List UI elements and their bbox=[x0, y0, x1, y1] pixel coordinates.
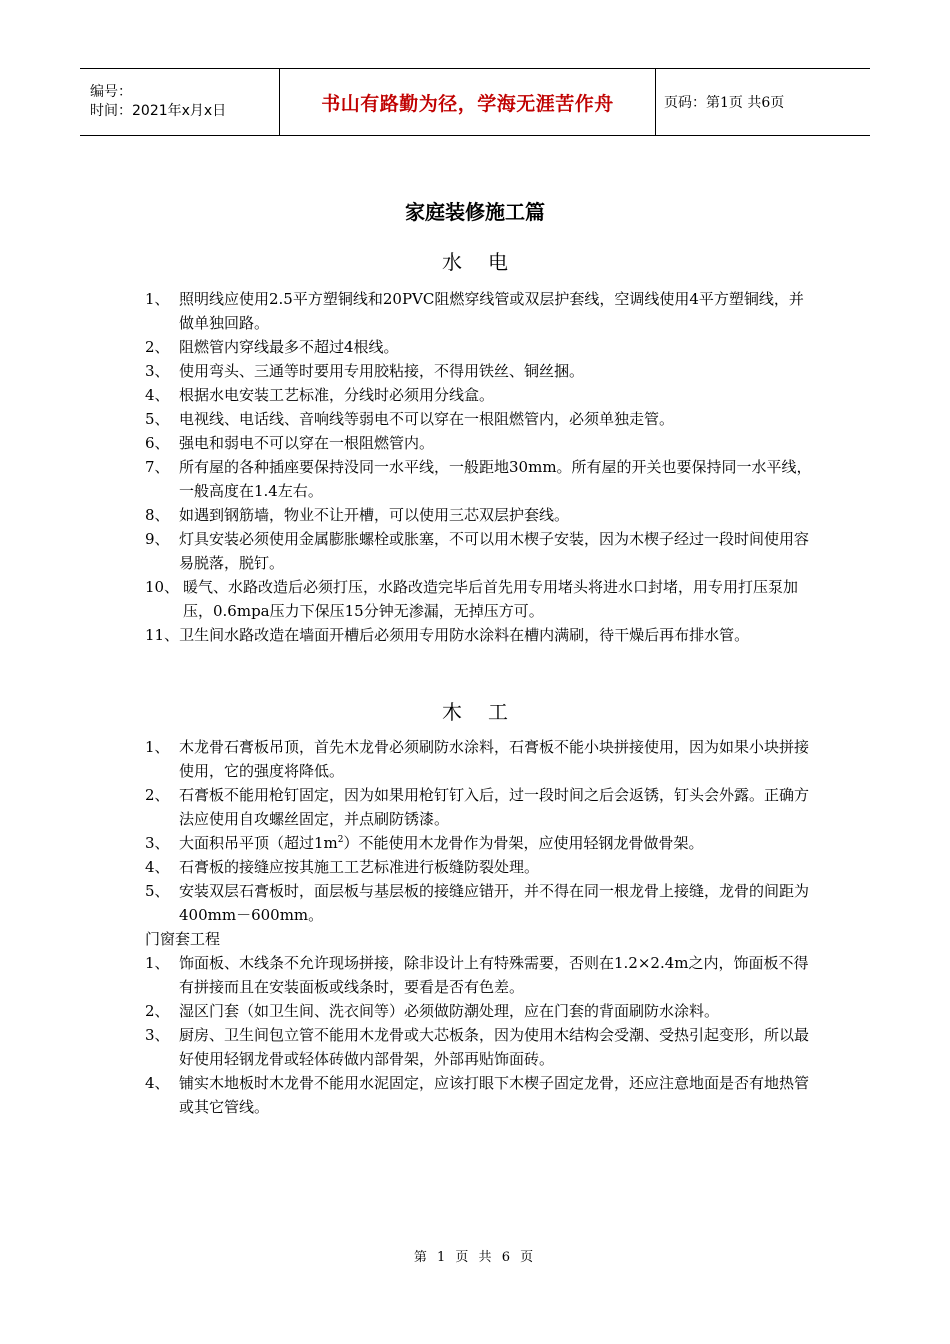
list-item bbox=[145, 855, 813, 879]
list-item bbox=[145, 383, 813, 407]
list-item bbox=[145, 359, 813, 383]
list-item bbox=[145, 287, 813, 335]
item-text: 安装双层石膏板时，面层板与基层板的接缝应错开，并不得在同一根龙骨上接缝，龙骨的间距为400mm－600mm。 bbox=[179, 882, 810, 924]
list-item bbox=[145, 503, 813, 527]
subsection-title-door: 门窗套工程 bbox=[145, 930, 221, 948]
item-text: 阻燃管内穿线最多不超过4根线。 bbox=[179, 338, 399, 356]
item-number: 5、 bbox=[145, 882, 170, 900]
superscript: 2 bbox=[337, 835, 344, 845]
list-item bbox=[145, 527, 813, 575]
list-item bbox=[145, 831, 813, 855]
item-text-before: 大面积吊平顶（超过1m bbox=[179, 834, 338, 852]
item-text: 根据水电安装工艺标准，分线时必须用分线盒。 bbox=[179, 386, 495, 404]
list-item bbox=[145, 335, 813, 359]
section-title-wood: 木工 bbox=[442, 700, 534, 724]
item-number: 9、 bbox=[145, 530, 170, 548]
item-number: 6、 bbox=[145, 434, 170, 452]
item-number: 1、 bbox=[145, 738, 170, 756]
header-meta bbox=[80, 69, 280, 135]
list-item bbox=[145, 407, 813, 431]
item-number: 4、 bbox=[145, 386, 170, 404]
page-header bbox=[80, 68, 870, 136]
list-item bbox=[145, 623, 813, 647]
item-text bbox=[179, 831, 813, 855]
wood-list bbox=[145, 735, 813, 1119]
list-item bbox=[145, 783, 813, 831]
item-text: 如遇到钢筋墙，物业不让开槽，可以使用三芯双层护套线。 bbox=[179, 506, 570, 524]
item-text: 强电和弱电不可以穿在一根阻燃管内。 bbox=[179, 434, 435, 452]
item-number: 11、 bbox=[145, 626, 180, 644]
item-number: 5、 bbox=[145, 410, 170, 428]
item-number: 2、 bbox=[145, 1002, 170, 1020]
item-number: 1、 bbox=[145, 290, 170, 308]
list-item bbox=[145, 1071, 813, 1119]
list-item bbox=[145, 455, 813, 503]
item-text: 石膏板的接缝应按其施工工艺标准进行板缝防裂处理。 bbox=[179, 858, 540, 876]
list-item bbox=[145, 951, 813, 999]
page-footer: 第 1 页 共 6 页 bbox=[413, 1250, 537, 1265]
item-number: 10、 bbox=[145, 578, 180, 596]
item-number: 4、 bbox=[145, 858, 170, 876]
item-number: 7、 bbox=[145, 458, 170, 476]
page-info-text: 页码：第1页 共6页 bbox=[664, 95, 785, 111]
document-title: 家庭装修施工篇 bbox=[405, 200, 545, 224]
item-number: 2、 bbox=[145, 338, 170, 356]
list-item bbox=[145, 735, 813, 783]
item-text: 饰面板、木线条不允许现场拼接，除非设计上有特殊需要，否则在1.2×2.4m之内，饰面板不得有拼接而且在安装面板或线条时，要看是否有色差。 bbox=[179, 954, 809, 996]
item-text: 所有屋的各种插座要保持没同一水平线，一般距地30mm。所有屋的开关也要保持同一水平线，一般高度在1.4左右。 bbox=[179, 458, 812, 500]
item-text: 木龙骨石膏板吊顶，首先木龙骨必须刷防水涂料，石膏板不能小块拼接使用，因为如果小块拼接使用，它的强度将降低。 bbox=[179, 738, 810, 780]
motto-text: 书山有路勤为径，学海无涯苦作舟 bbox=[321, 92, 614, 115]
item-number: 2、 bbox=[145, 786, 170, 804]
header-motto bbox=[280, 69, 656, 135]
item-number: 3、 bbox=[145, 362, 170, 380]
section-title-water: 水电 bbox=[442, 250, 534, 274]
water-list bbox=[145, 287, 813, 647]
list-item bbox=[145, 431, 813, 455]
list-item bbox=[145, 999, 813, 1023]
item-text: 使用弯头、三通等时要用专用胶粘接，不得用铁丝、铜丝捆。 bbox=[179, 362, 585, 380]
item-text: 卫生间水路改造在墙面开槽后必须用专用防水涂料在槽内满刷，待干燥后再布排水管。 bbox=[179, 626, 750, 644]
date-label: 时间：2021年x月x日 bbox=[90, 103, 227, 119]
header-page-info bbox=[656, 69, 870, 135]
item-number: 8、 bbox=[145, 506, 170, 524]
item-number: 3、 bbox=[145, 1026, 170, 1044]
list-item bbox=[145, 575, 813, 623]
code-label: 编号： bbox=[90, 84, 132, 100]
item-text: 厨房、卫生间包立管不能用木龙骨或大芯板条，因为使用木结构会受潮、受热引起变形，所以最好使用轻钢龙骨或轻体砖做内部骨架，外部再贴饰面砖。 bbox=[179, 1026, 810, 1068]
item-text: 湿区门套（如卫生间、洗衣间等）必须做防潮处理，应在门套的背面刷防水涂料。 bbox=[179, 1002, 720, 1020]
item-text: 电视线、电话线、音响线等弱电不可以穿在一根阻燃管内，必须单独走管。 bbox=[179, 410, 675, 428]
item-text: 暖气、水路改造后必须打压，水路改造完毕后首先用专用堵头将进水口封堵，用专用打压泵加压，0.6mpa压力下保压15分钟无渗漏，无掉压方可。 bbox=[183, 578, 799, 620]
item-text: 灯具安装必须使用金属膨胀螺栓或胀塞，不可以用木楔子安装，因为木楔子经过一段时间使用容易脱落，脱钉。 bbox=[179, 530, 810, 572]
item-number: 1、 bbox=[145, 954, 170, 972]
item-text: 铺实木地板时木龙骨不能用水泥固定，应该打眼下木楔子固定龙骨，还应注意地面是否有地热管或其它管线。 bbox=[179, 1074, 810, 1116]
item-text: 石膏板不能用枪钉固定，因为如果用枪钉钉入后，过一段时间之后会返锈，钉头会外露。正确方法应使用自攻螺丝固定，并点刷防锈漆。 bbox=[179, 786, 810, 828]
item-text-after: ）不能使用木龙骨作为骨架，应使用轻钢龙骨做骨架。 bbox=[343, 834, 704, 852]
item-text: 照明线应使用2.5平方塑铜线和20PVC阻燃穿线管或双层护套线，空调线使用4平方塑铜线，并做单独回路。 bbox=[179, 290, 804, 332]
item-number: 4、 bbox=[145, 1074, 170, 1092]
item-number: 3、 bbox=[145, 834, 170, 852]
list-item bbox=[145, 1023, 813, 1071]
list-item bbox=[145, 879, 813, 927]
